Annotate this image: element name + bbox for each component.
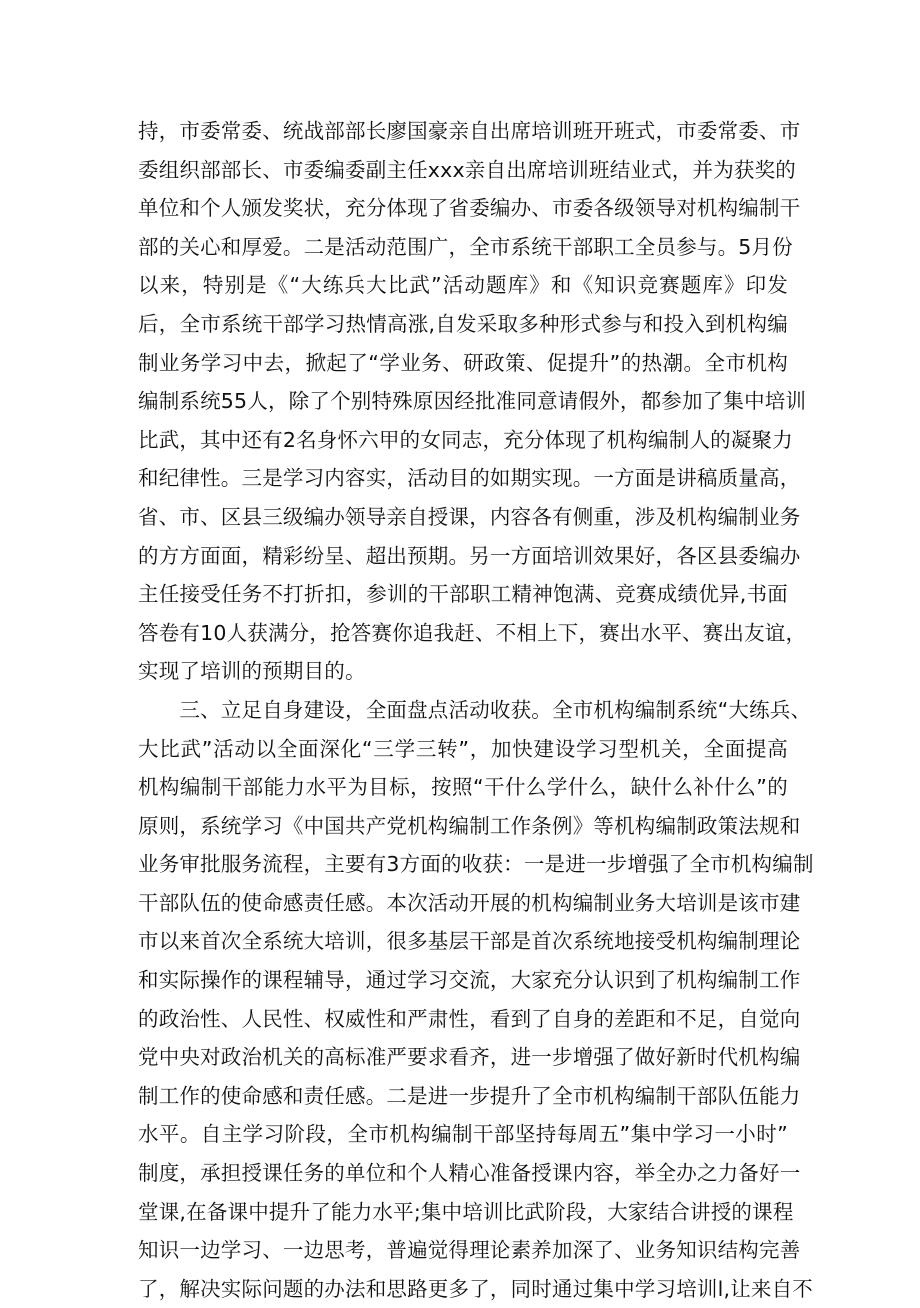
text-line: 持，市委常委、统战部部长廖国豪亲自出席培训班开班式，市委常委、市 bbox=[138, 119, 801, 143]
text-line: 了，解决实际问题的办法和思路更多了，同时通过集中学习培训l,让来自不 bbox=[138, 1276, 814, 1301]
text-line: 的方方面面，精彩纷呈、超出预期。另一方面培训效果好，各区县委编办 bbox=[138, 543, 801, 568]
text-line: 制业务学习中去，掀起了“学业务、研政策、促提升”的热潮。全市机构 bbox=[138, 350, 788, 375]
text-line: 原则，系统学习《中国共产党机构编制工作条例》等机构编制政策法规和 bbox=[138, 813, 801, 838]
text-line: 干部队伍的使命感责任感。本次活动开展的机构编制业务大培训是该市建 bbox=[138, 890, 801, 915]
text-line: 以来，特别是《“大练兵大比武”活动题库》和《知识竞赛题库》印发 bbox=[138, 273, 788, 298]
text-line: 机构编制干部能力水平为目标，按照“干什么学什么，缺什么补什么”的 bbox=[138, 775, 788, 800]
text-line: 知识一边学习、一边思考，普遍觉得理论素养加深了、业务知识结构完善 bbox=[138, 1238, 801, 1263]
text-line: 委组织部部长、市委编委副主任xxx亲自出席培训班结业式，并为获奖的 bbox=[138, 157, 796, 182]
text-line: 和实际操作的课程辅导，通过学习交流，大家充分认识到了机构编制工作 bbox=[138, 968, 801, 993]
text-line: 业务审批服务流程，主要有3方面的收获：一是进一步增强了全市机构编制 bbox=[138, 852, 814, 877]
text-line: 省、市、区县三级编办领导亲自授课，内容各有侧重，涉及机构编制业务 bbox=[138, 504, 801, 529]
text-line: 三、立足自身建设，全面盘点活动收获。全市机构编制系统“大练兵、 bbox=[138, 697, 812, 722]
text-line: 的政治性、人民性、权威性和严肃性，看到了自身的差距和不足，自觉向 bbox=[138, 1006, 801, 1031]
text-line: 制工作的使命感和责任感。二是进一步提升了全市机构编制干部队伍能力 bbox=[138, 1083, 801, 1108]
text-line: 市以来首次全系统大培训，很多基层干部是首次系统地接受机构编制理论 bbox=[138, 929, 801, 954]
text-line: 答卷有10人获满分，抢答赛你追我赶、不相上下，赛出水平、赛出友谊， bbox=[138, 620, 807, 645]
text-line: 大比武”活动以全面深化“三学三转”，加快建设学习型机关，全面提高 bbox=[138, 736, 788, 761]
text-line: 主任接受任务不打折扣，参训的干部职工精神饱满、竞赛成绩优异,书面 bbox=[138, 582, 788, 607]
text-line: 水平。自主学习阶段，全市机构编制干部坚持每周五”集中学习一小时” bbox=[138, 1122, 788, 1147]
text-line: 制度，承担授课任务的单位和个人精心准备授课内容，举全办之力备好一 bbox=[138, 1161, 801, 1186]
text-line: 和纪律性。三是学习内容实，活动目的如期实现。一方面是讲稿质量高， bbox=[138, 466, 801, 491]
text-line: 编制系统55人，除了个别特殊原因经批准同意请假外，都参加了集中培训 bbox=[138, 389, 807, 414]
body-text bbox=[138, 112, 814, 1308]
text-line: 党中央对政治机关的高标准严要求看齐，进一步增强了做好新时代机构编 bbox=[138, 1045, 801, 1070]
text-line: 单位和个人颁发奖状，充分体现了省委编办、市委各级领导对机构编制干 bbox=[138, 196, 801, 221]
text-line: 堂课,在备课中提升了能力水平;集中培训比武阶段，大家结合讲授的课程 bbox=[138, 1199, 794, 1224]
text-line: 比武，其中还有2名身怀六甲的女同志，充分体现了机构编制人的凝聚力 bbox=[138, 427, 793, 452]
text-line: 部的关心和厚爱。二是活动范围广，全市系统干部职工全员参与。5月份 bbox=[138, 234, 793, 259]
text-line: 后，全市系统干部学习热情高涨,自发采取多种形式参与和投入到机构编 bbox=[138, 311, 788, 336]
text-line: 实现了培训的预期目的。 bbox=[138, 659, 366, 684]
